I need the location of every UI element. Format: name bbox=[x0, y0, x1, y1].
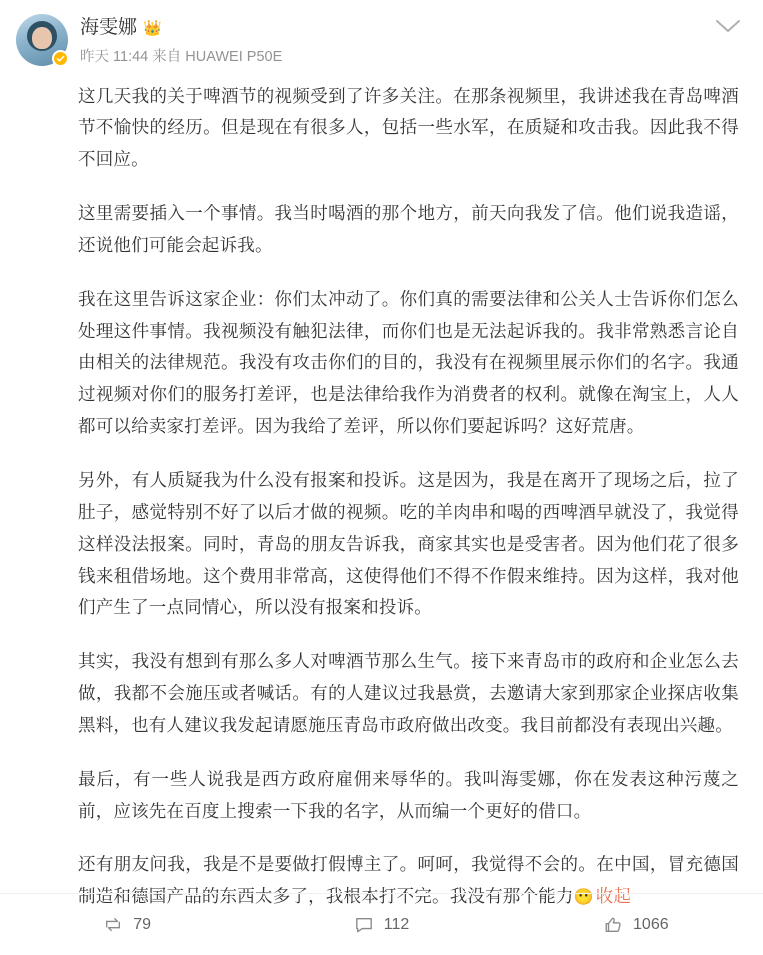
post-action-bar bbox=[0, 893, 763, 955]
comment-count: 112 bbox=[383, 915, 410, 933]
comment-icon bbox=[354, 916, 374, 934]
post-header bbox=[0, 0, 763, 73]
repost-button[interactable] bbox=[0, 894, 254, 955]
verified-icon bbox=[52, 50, 69, 67]
name-row bbox=[80, 16, 282, 41]
paragraph: 这几天我的关于啤酒节的视频受到了许多关注。在那条视频里，我讲述我在青岛啤酒节不愉快的经历。但是现在有很多人，包括一些水军，在质疑和攻击我。因此我不得不回应。 bbox=[78, 85, 739, 170]
paragraph: 我在这里告诉这家企业：你们太冲动了。你们真的需要法律和公关人士告诉你们怎么处理这件事情。我视频没有触犯法律，而你们也是无法起诉我的。我非常熟悉言论自由相关的法律规范。我没有攻击你们的目的，我没有在视频里展示你们的名字。我通过视频对你们的服务打差评，也是法律给我作为消费者的权利。就像在淘宝上，人人都可以给卖家打差评。因为我给了差评，所以你们要起诉吗？这好荒唐。 bbox=[78, 288, 739, 437]
paragraph: 其实，我没有想到有那么多人对啤酒节那么生气。接下来青岛市的政府和企业怎么去做，我都不会施压或者喊话。有的人建议过我悬赏，去邀请大家到那家企业探店收集黑料，也有人建议我发起请愿施压青岛市政府做出改变。我目前都没有表现出兴趣。 bbox=[78, 651, 739, 735]
paragraph: 另外，有人质疑我为什么没有报案和投诉。这是因为，我是在离开了现场之后，拉了肚子，感觉特别不好了以后才做的视频。吃的羊肉串和喝的西啤酒早就没了，我觉得这样没法报案。同时，青岛的朋友告诉我，商家其实也是受害者。因为他们花了很多钱来租借场地。这个费用非常高，这使得他们不得不作假来维持。因为这样，我对他们产生了一点同情心，所以没有报案和投诉。 bbox=[78, 469, 739, 618]
repost-icon bbox=[103, 916, 123, 934]
face-emoji-icon: 😶 bbox=[573, 889, 594, 907]
crown-icon: 👑 bbox=[143, 19, 162, 37]
chevron-down-icon[interactable] bbox=[715, 18, 741, 36]
like-button[interactable] bbox=[509, 894, 763, 955]
paragraph: 最后，有一些人说我是西方政府雇佣来辱华的。我叫海雯娜，你在发表这种污蔑之前，应该先在百度上搜索一下我的名字，从而编一个更好的借口。 bbox=[78, 768, 739, 821]
post-content bbox=[0, 73, 763, 914]
repost-count: 79 bbox=[133, 915, 152, 933]
thumbs-up-icon bbox=[603, 916, 623, 934]
comment-button[interactable] bbox=[254, 894, 508, 955]
author-info bbox=[80, 14, 282, 67]
paragraph-text: 还有朋友问我，我是不是要做打假博主了。呵呵，我觉得不会的。在中国，冒充德国制造和德国产品的东西太多了，我根本打不完。我没有那个能力 bbox=[78, 854, 739, 907]
author-name[interactable]: 海雯娜 bbox=[80, 17, 138, 38]
like-count: 1066 bbox=[633, 915, 669, 933]
collapse-button[interactable]: 收起 bbox=[595, 886, 632, 907]
paragraph: 这里需要插入一个事情。我当时喝酒的那个地方，前天向我发了信。他们说我造谣，还说他们可能会起诉我。 bbox=[78, 203, 739, 255]
post-meta: 昨天 11:44 来自 HUAWEI P50E bbox=[80, 48, 283, 65]
avatar[interactable] bbox=[16, 14, 68, 66]
